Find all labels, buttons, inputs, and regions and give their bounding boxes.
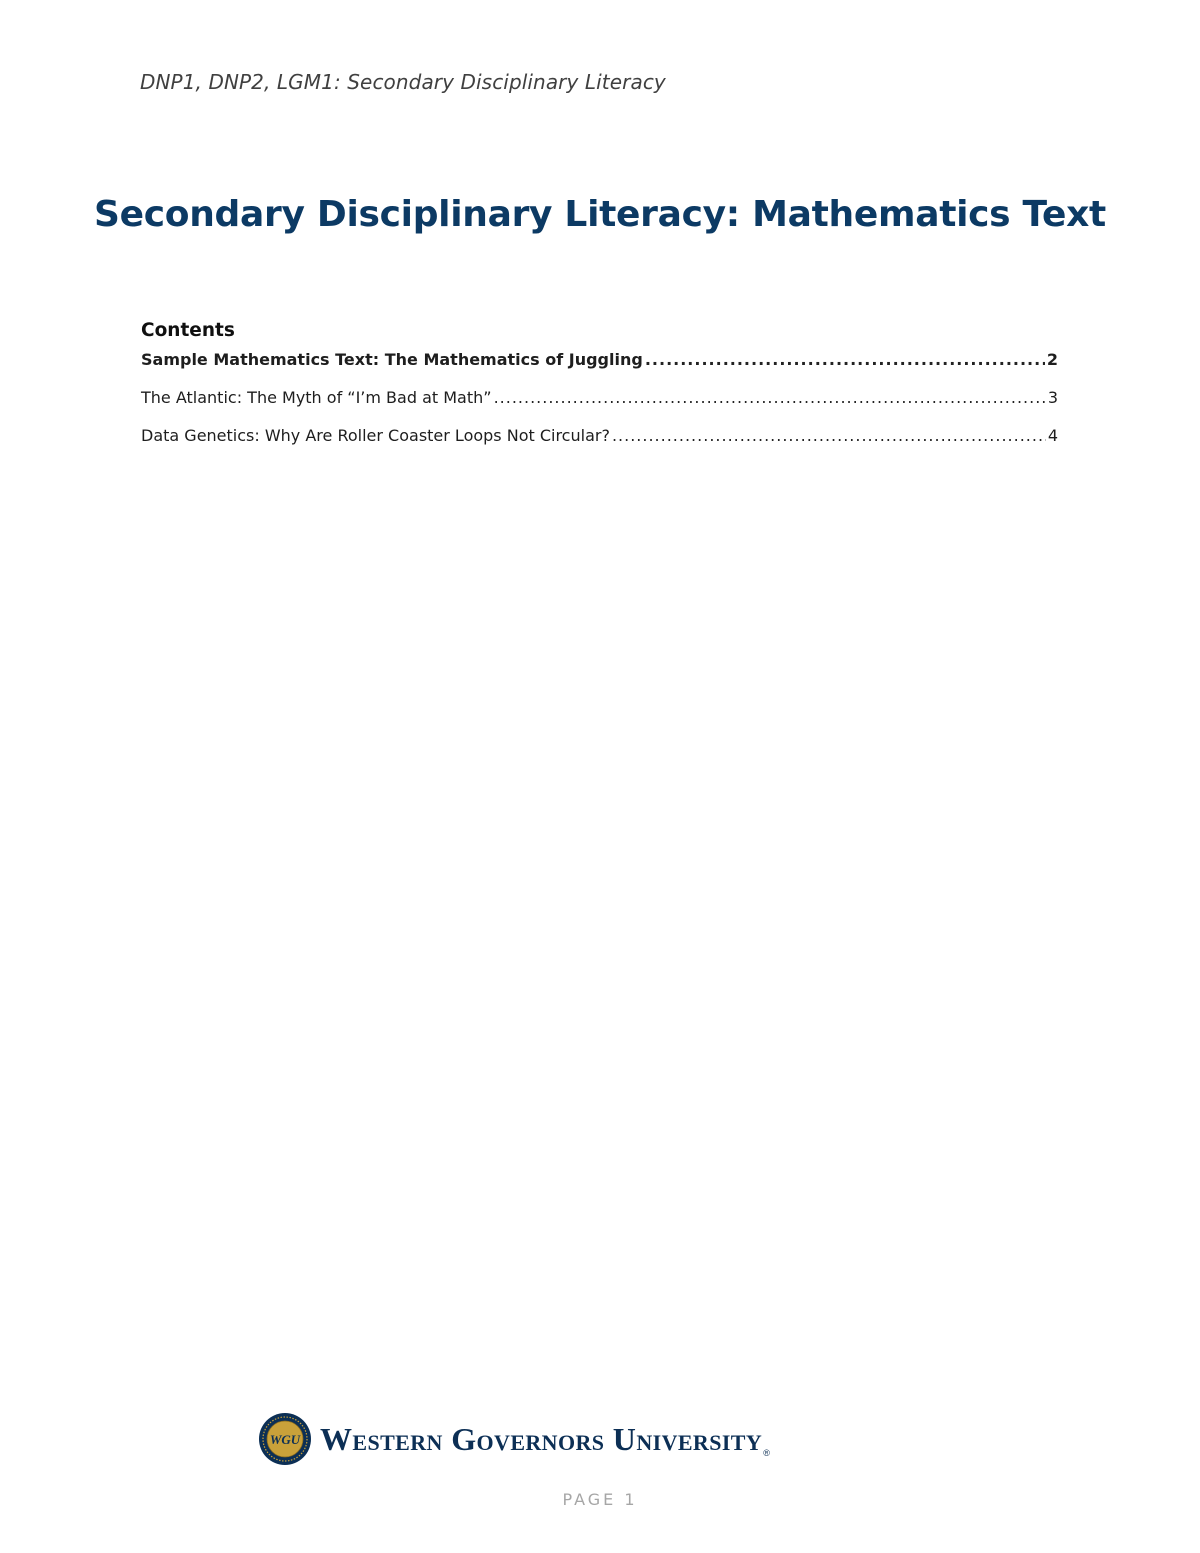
toc-entry-page: 4 (1047, 426, 1058, 445)
toc-dot-leader (645, 349, 1045, 371)
trademark-symbol: ® (763, 1448, 770, 1458)
toc-entry-label: Sample Mathematics Text: The Mathematics of Juggling (141, 350, 643, 369)
toc-entry-page: 3 (1047, 388, 1058, 407)
toc-dot-leader (612, 425, 1046, 447)
running-header: DNP1, DNP2, LGM1: Secondary Disciplinary Literacy (140, 70, 666, 94)
toc-entry-roller-coaster[interactable] (141, 425, 1058, 463)
toc-heading: Contents (141, 320, 235, 341)
table-of-contents (141, 320, 1058, 463)
toc-dot-leader (494, 387, 1046, 409)
toc-entry-page: 2 (1046, 350, 1058, 369)
toc-entry-label: Data Genetics: Why Are Roller Coaster Loops Not Circular? (141, 426, 610, 445)
page-number: PAGE 1 (562, 1490, 638, 1509)
seal-lettering: WGU (269, 1432, 301, 1447)
toc-entry-atlantic[interactable] (141, 387, 1058, 425)
wgu-logo (258, 1412, 770, 1466)
wgu-wordmark: Western Governors University (320, 1421, 763, 1457)
wgu-seal-icon (258, 1412, 312, 1466)
toc-entry-juggling[interactable] (141, 349, 1058, 387)
document-title: Secondary Disciplinary Literacy: Mathematics Text (94, 194, 1106, 235)
toc-entry-label: The Atlantic: The Myth of “I’m Bad at Math” (141, 388, 492, 407)
